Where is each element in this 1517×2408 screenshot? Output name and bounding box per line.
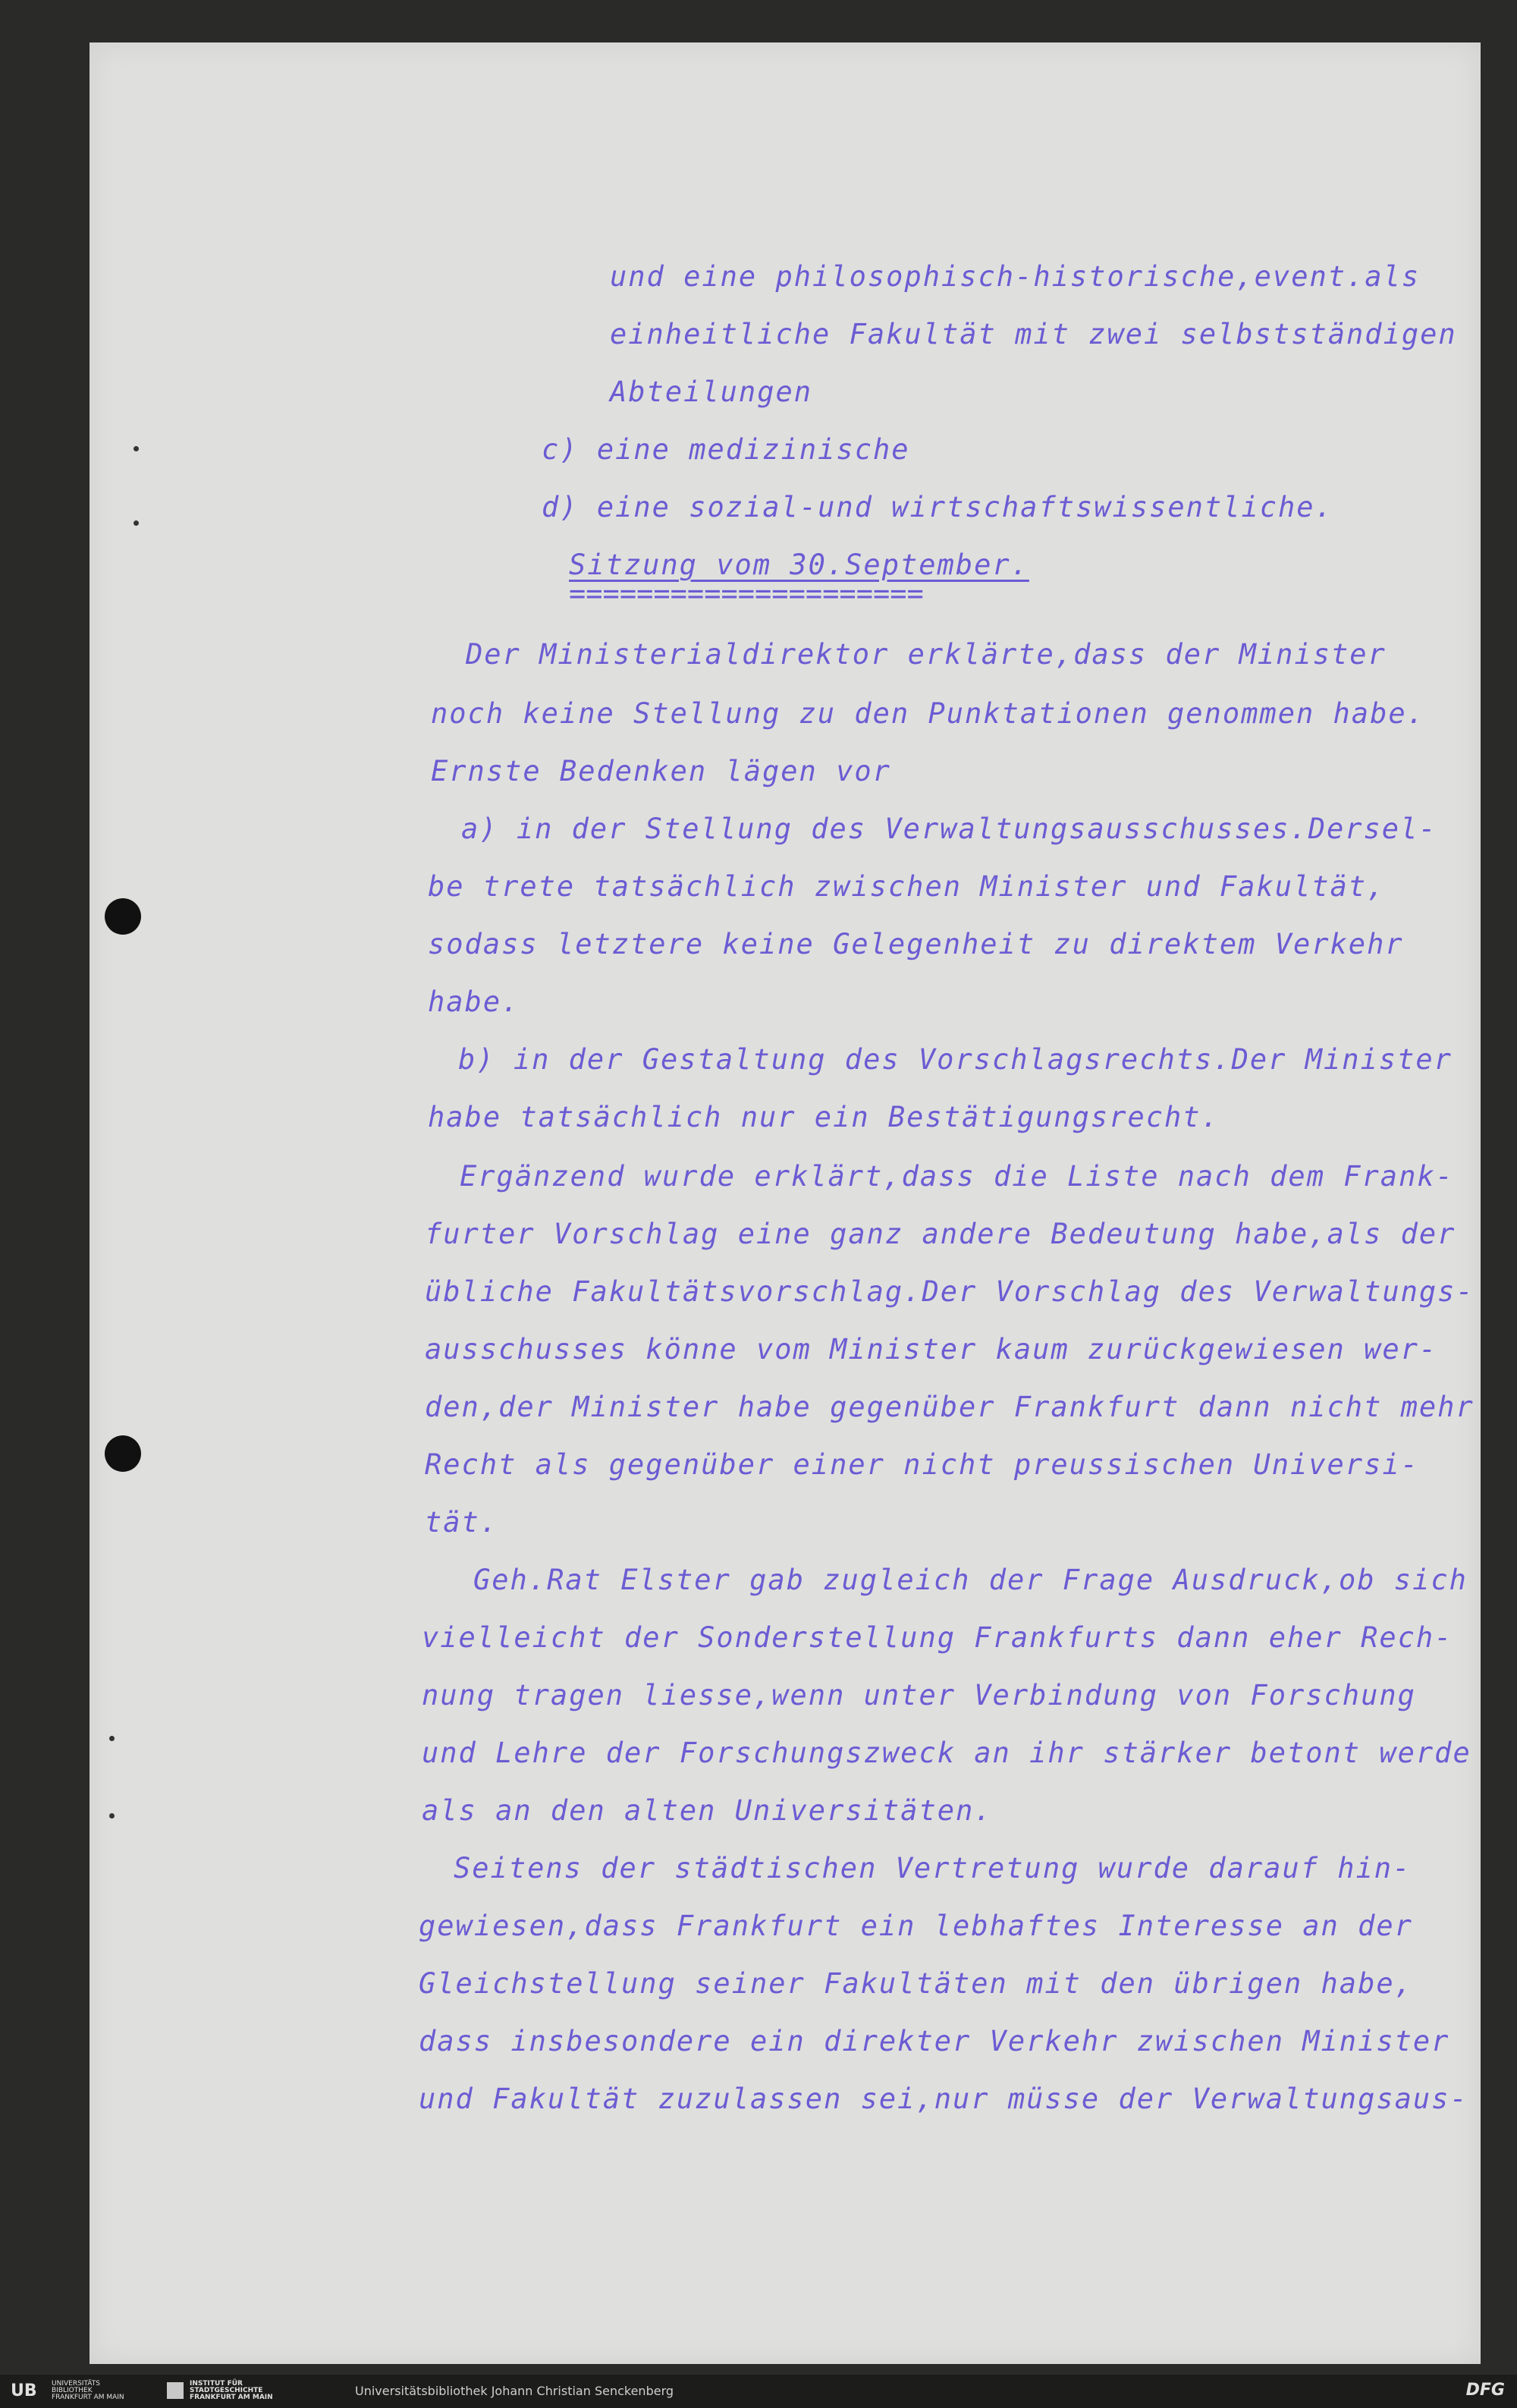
paper-speck (109, 1813, 115, 1819)
text-line: habe tatsächlich nur ein Bestätigungsrecht. (428, 1101, 1220, 1133)
footer-credit: Universitätsbibliothek Johann Christian Senckenberg (355, 2384, 674, 2398)
text-line: und eine philosophisch-historische,event.als (610, 260, 1421, 293)
institute-logo-line: FRANKFURT AM MAIN (190, 2394, 273, 2401)
text-line: den,der Minister habe gegenüber Frankfurt dann nicht mehr (425, 1391, 1475, 1423)
ub-logo-line: FRANKFURT AM MAIN (52, 2394, 124, 2401)
ub-logo: UB (11, 2381, 37, 2400)
paper-speck (109, 1736, 115, 1741)
text-line: und Lehre der Forschungszweck an ihr stärker betont werde (422, 1737, 1471, 1769)
footer-bar (0, 2375, 1517, 2408)
ub-logo-line: BIBLIOTHEK (52, 2387, 93, 2394)
institute-logo-text (190, 2381, 273, 2402)
text-line: c) eine medizinische (542, 433, 910, 466)
punch-hole-upper (105, 898, 141, 935)
heading-double-underline: ===================== (569, 577, 924, 610)
text-line: einheitliche Fakultät mit zwei selbstständigen (610, 318, 1457, 351)
text-line: d) eine sozial-und wirtschaftswissentliche. (542, 491, 1333, 523)
ub-logo-text (52, 2381, 124, 2402)
text-line: Der Ministerialdirektor erklärte,dass der Minister (466, 638, 1387, 671)
text-line: Recht als gegenüber einer nicht preussischen Universi- (425, 1448, 1419, 1481)
paper-speck (133, 520, 139, 526)
text-line: sodass letztere keine Gelegenheit zu direktem Verkehr (428, 928, 1404, 960)
text-line: Ergänzend wurde erklärt,dass die Liste nach dem Frank- (460, 1160, 1454, 1193)
text-line: gewiesen,dass Frankfurt ein lebhaftes Interesse an der (419, 1910, 1413, 1942)
text-line: noch keine Stellung zu den Punktationen genommen habe. (431, 697, 1425, 730)
text-line: Seitens der städtischen Vertretung wurde darauf hin- (454, 1852, 1412, 1885)
text-line: habe. (428, 986, 520, 1018)
text-line: als an den alten Universitäten. (422, 1794, 993, 1827)
dfg-logo: DFG (1465, 2381, 1505, 2400)
punch-hole-lower (105, 1435, 141, 1472)
text-line: b) in der Gestaltung des Vorschlagsrechts.Der Minister (458, 1043, 1453, 1076)
text-line: vielleicht der Sonderstellung Frankfurts dann eher Rech- (422, 1621, 1453, 1654)
text-line: und Fakultät zuzulassen sei,nur müsse der Verwaltungsaus- (419, 2083, 1468, 2115)
institute-logo-line: INSTITUT FÜR (190, 2380, 243, 2388)
ub-logo-line: UNIVERSITÄTS (52, 2380, 100, 2388)
text-line: a) in der Stellung des Verwaltungsausschusses.Dersel- (461, 813, 1437, 845)
text-line: ausschusses könne vom Minister kaum zurückgewiesen wer- (425, 1333, 1438, 1366)
text-line: nung tragen liesse,wenn unter Verbindung von Forschung (422, 1679, 1416, 1712)
text-line: Geh.Rat Elster gab zugleich der Frage Ausdruck,ob sich (473, 1564, 1468, 1596)
text-line: Ernste Bedenken lägen vor (431, 755, 891, 787)
text-line: furter Vorschlag eine ganz andere Bedeutung habe,als der (425, 1218, 1456, 1250)
institute-logo-icon (167, 2382, 184, 2399)
text-line: Abteilungen (610, 376, 813, 408)
document-page (90, 42, 1481, 2364)
text-line: dass insbesondere ein direkter Verkehr zwischen Minister (419, 2025, 1450, 2057)
institute-logo-line: STADTGESCHICHTE (190, 2387, 263, 2394)
text-line: Gleichstellung seiner Fakultäten mit den übrigen habe, (419, 1967, 1413, 2000)
section-heading: Sitzung vom 30.September. (569, 549, 1029, 581)
text-line: be trete tatsächlich zwischen Minister und Fakultät, (428, 870, 1386, 903)
paper-speck (133, 446, 139, 451)
text-line: tät. (425, 1506, 499, 1539)
text-line: übliche Fakultätsvorschlag.Der Vorschlag des Verwaltungs- (425, 1275, 1475, 1308)
